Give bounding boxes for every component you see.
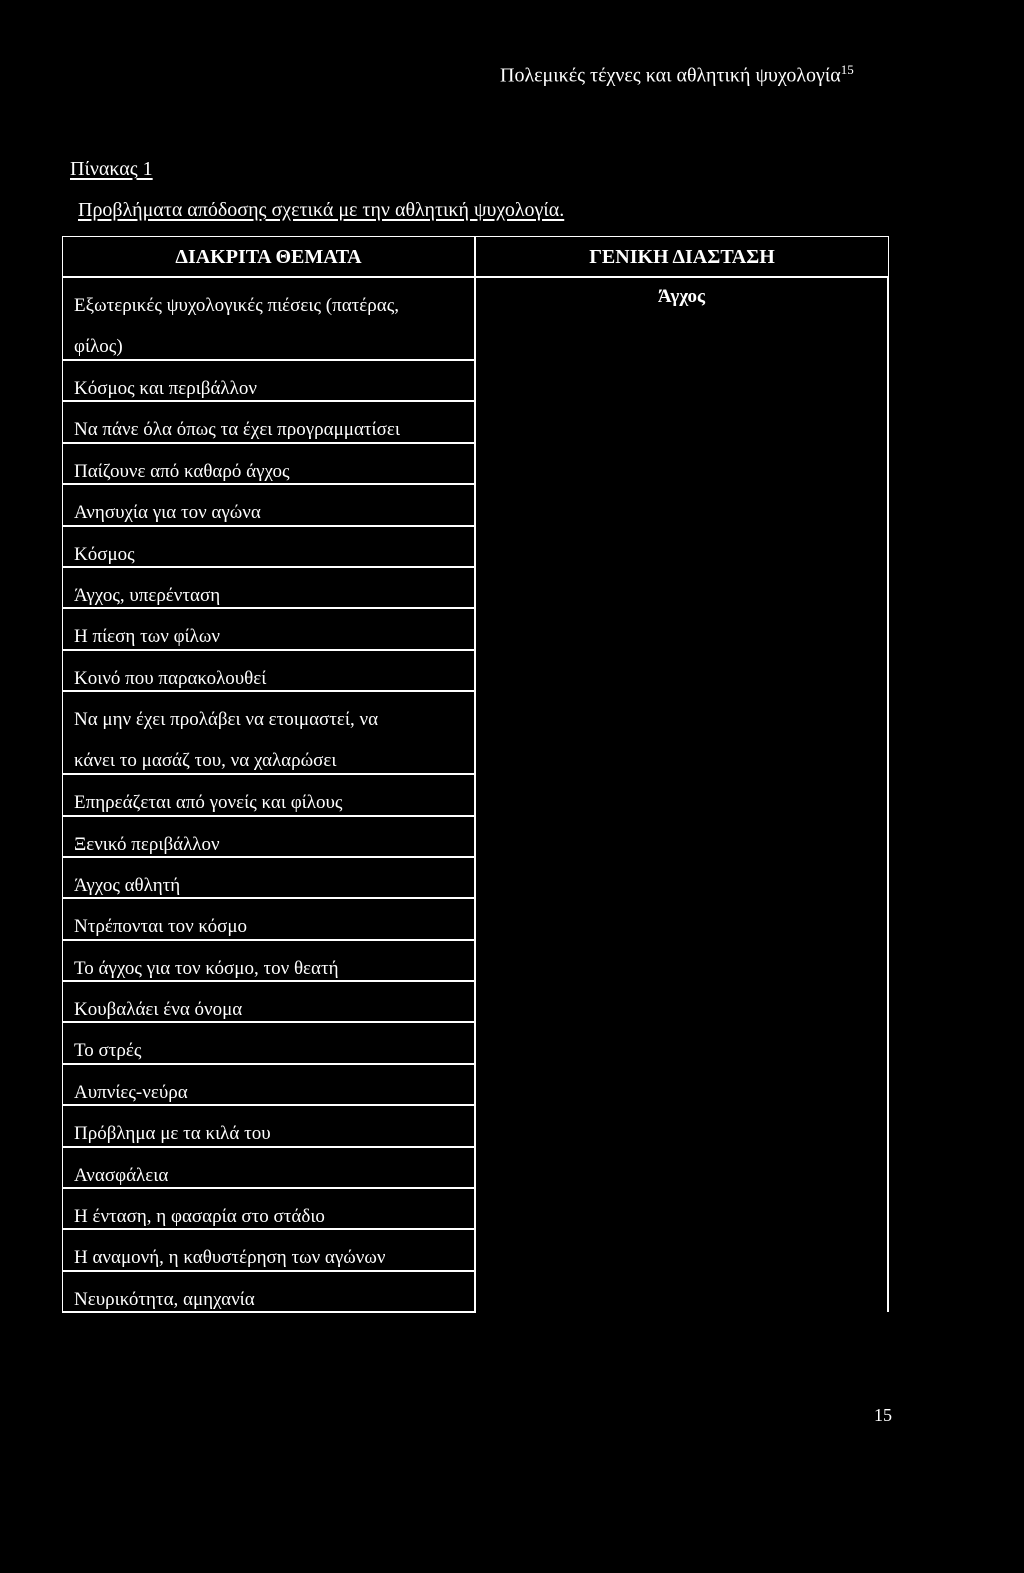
issue-text: Εξωτερικές ψυχολογικές πιέσεις (πατέρας, <box>74 295 399 316</box>
general-dimension-cell: Άγχος <box>657 286 706 307</box>
issue-text: Η αναμονή, η καθυστέρηση των αγώνων <box>74 1247 386 1269</box>
table-row <box>63 1189 474 1230</box>
issue-text: Ξενικό περιβάλλον <box>74 833 220 855</box>
issue-text: Ντρέπονται τον κόσμο <box>74 916 248 938</box>
issue-text: Νευρικότητα, αμηχανία <box>74 1288 255 1310</box>
table-row <box>63 402 474 443</box>
running-title: Πολεμικές τέχνες και αθλητική ψυχολογία <box>500 64 841 87</box>
issue-text: Κόσμος <box>74 543 135 565</box>
table-row <box>63 1106 474 1147</box>
running-header <box>500 62 854 88</box>
issue-text: Κόσμος και περιβάλλον <box>74 378 257 399</box>
table-row <box>63 775 474 816</box>
issue-text: Πρόβλημα με τα κιλά του <box>74 1123 271 1145</box>
table-row <box>63 278 474 361</box>
table-row <box>63 1272 474 1313</box>
issue-text: Κοινό που παρακολουθεί <box>74 667 267 689</box>
issue-text: Κουβαλάει ένα όνομα <box>74 999 243 1021</box>
table-row <box>63 1065 474 1106</box>
table-row <box>63 1230 474 1271</box>
table-row <box>63 609 474 650</box>
issue-text: Το στρές <box>74 1040 142 1062</box>
issues-table <box>62 236 889 1313</box>
issue-text: Επηρεάζεται από γονείς και φίλους <box>74 792 343 814</box>
table-header-row <box>62 236 889 278</box>
table-row <box>63 361 474 402</box>
table-title: Προβλήματα απόδοσης σχετικά με την αθλητική ψυχολογία. <box>78 199 565 221</box>
footnote-mark: 15 <box>840 62 854 77</box>
issue-text: Αυπνίες-νεύρα <box>74 1081 188 1103</box>
table-row <box>63 899 474 940</box>
col-header-general-dimension: ΓΕΝΙΚΗ ΔΙΑΣΤΑΣΗ <box>589 246 775 268</box>
table-row <box>63 692 474 775</box>
issue-text: Άγχος, υπερένταση <box>74 584 221 606</box>
page-number: 15 <box>874 1405 892 1425</box>
issue-text: Ανησυχία για τον αγώνα <box>74 502 261 524</box>
issue-text: Η πίεση των φίλων <box>74 626 220 648</box>
specific-issues-column <box>63 278 476 1313</box>
issue-text: Άγχος αθλητή <box>74 874 181 896</box>
table-label: Πίνακας 1 <box>70 158 153 180</box>
table-body <box>62 278 889 1313</box>
col-header-specific-issues: ΔΙΑΚΡΙΤΑ ΘΕΜΑΤΑ <box>63 237 476 276</box>
issue-text-continued: κάνει το μασάζ του, να χαλαρώσει <box>74 750 337 772</box>
issue-text: Το άγχος για τον κόσμο, τον θεατή <box>74 957 339 979</box>
table-row <box>63 1023 474 1064</box>
table-row <box>63 568 474 609</box>
issue-text: Να πάνε όλα όπως τα έχει προγραμματίσει <box>74 419 400 441</box>
issue-text: Η ένταση, η φασαρία στο στάδιο <box>74 1206 325 1228</box>
issue-text: Να μην έχει προλάβει να ετοιμαστεί, να <box>74 709 379 731</box>
issue-text: Ανασφάλεια <box>74 1164 169 1186</box>
table-row <box>63 858 474 899</box>
issue-text-continued: φίλος) <box>74 336 123 357</box>
general-dimension-column <box>476 278 889 1312</box>
issue-text: Παίζουνε από καθαρό άγχος <box>74 460 290 482</box>
